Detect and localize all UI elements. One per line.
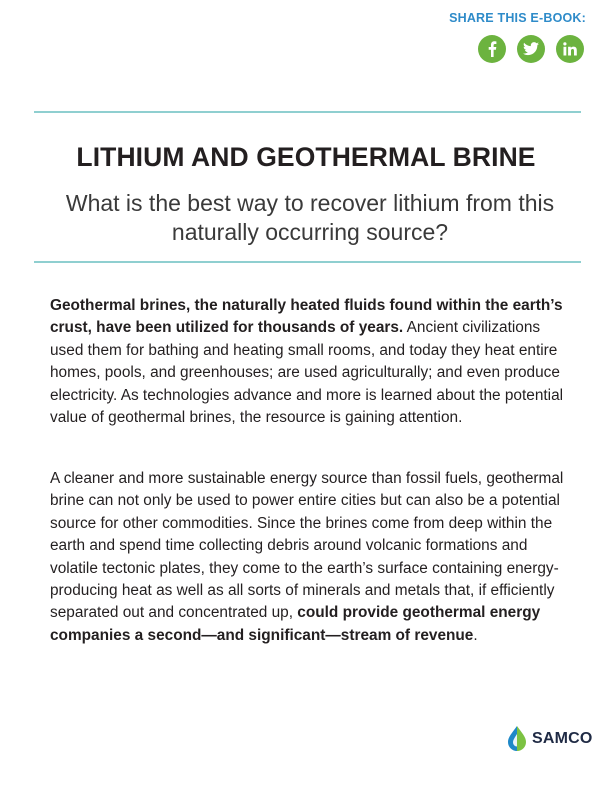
samco-drop-logo-icon	[505, 725, 529, 753]
samco-logo	[505, 725, 593, 753]
share-label: SHARE THIS E-BOOK:	[449, 11, 586, 25]
intro-paragraph	[50, 295, 570, 429]
twitter-share-button[interactable]	[517, 35, 545, 63]
bottom-divider	[34, 261, 581, 263]
second-paragraph	[50, 468, 570, 647]
page-title: LITHIUM AND GEOTHERMAL BRINE	[76, 142, 536, 172]
page-subtitle: What is the best way to recover lithium from this naturally occurring source?	[65, 190, 555, 245]
second-bold-text: could provide geothermal energy companies a second—and significant—stream of revenue	[50, 604, 541, 644]
facebook-share-button[interactable]	[478, 35, 506, 63]
linkedin-icon	[563, 42, 577, 56]
facebook-icon	[485, 41, 499, 57]
linkedin-share-button[interactable]	[556, 35, 584, 63]
second-end-punct: .	[473, 626, 478, 644]
intro-bold-lead: Geothermal brines, the naturally heated fluids found within the earth’s crust, have been utilized for thousands of years.	[50, 297, 563, 337]
social-share-buttons	[478, 35, 584, 63]
twitter-icon	[523, 42, 539, 56]
intro-text: Ancient civilizations used them for bathing and heating small rooms, and today they heat entire homes, pools, and greenhouses; are used agriculturally; and even produce electricity. As technologies advance and more is learned about the potential value of geothermal brines, the resource is gaining attention.	[50, 319, 564, 427]
top-divider	[34, 111, 581, 113]
logo-text: SAMCO	[532, 730, 593, 747]
second-text: A cleaner and more sustainable energy source than fossil fuels, geothermal brine can not only be used to power entire cities but can also be a potential source for other commodities. Since the brines come from deep within the earth and spend time collecting debris around volcanic formations and volatile tectonic plates, they come to the earth’s surface containing energy-producing heat as well as all sorts of minerals and metals that, if efficiently separated out and concentrated up,	[50, 470, 564, 622]
